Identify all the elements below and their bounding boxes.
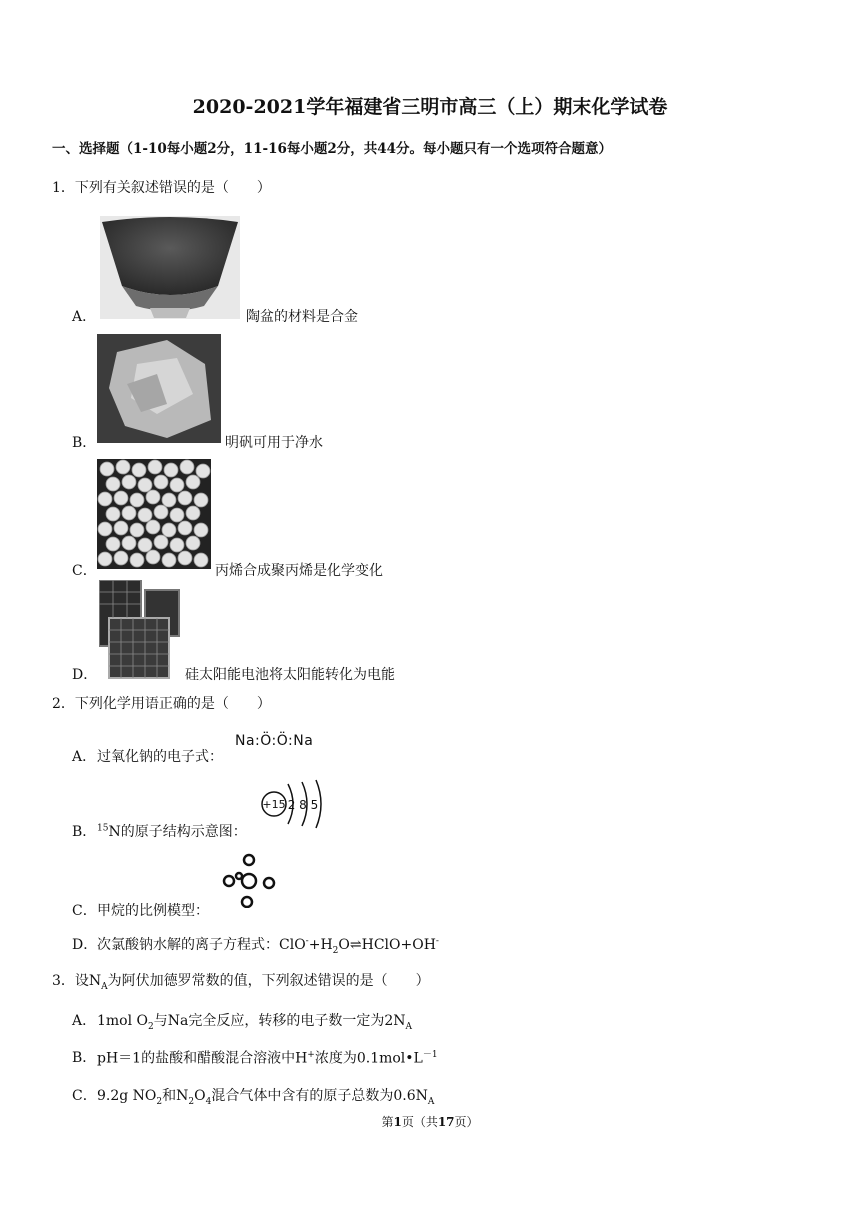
q2-option-b-body: N的原子结构示意图： [108, 824, 247, 840]
q1-option-c-text: 丙烯合成聚丙烯是化学变化 [215, 563, 383, 579]
q1-option-d-text: 硅太阳能电池将太阳能转化为电能 [185, 667, 395, 683]
exam-title: 2020-2021学年福建省三明市高三（上）期末化学试卷 [192, 96, 668, 118]
q1-option-a-label: A． [72, 309, 97, 325]
section-heading: 一、选择题（1-10每小题2分，11-16每小题2分，共44分。每小题只有一个选项符合题意） [52, 141, 613, 157]
q3-option-a-text: 1mol $O_2$与Na完全反应，转移的电子数一定为$2N_A$ [97, 1013, 413, 1032]
q1-option-a-text: 陶盆的材料是合金 [246, 309, 358, 325]
question-1-stem: 1．下列有关叙述错误的是（ ） [52, 180, 271, 196]
q3-option-b-text: pH＝1的盐酸和醋酸混合溶液中H+浓度为$0.1mol•L^{-1}$ [97, 1050, 438, 1067]
question-3-stem: 3．设$N_A$为阿伏加德罗常数的值，下列叙述错误的是（ ） [52, 973, 430, 992]
q3-option-a-label: A． [72, 1013, 97, 1029]
q2-option-b-text [97, 821, 247, 841]
total-pages: 17 [437, 1115, 455, 1129]
q1-option-c-label: C． [72, 563, 97, 579]
q2-option-b-label: B． [72, 824, 97, 840]
q2-option-c-text: 甲烷的比例模型： [97, 903, 209, 919]
q1-option-b-text: 明矾可用于净水 [225, 435, 323, 451]
q2-option-a-label: A． [72, 749, 97, 765]
polypropylene-pellets-image [97, 459, 211, 569]
q2-option-d-text: 次氯酸钠水解的离子方程式：$ClO^-+H_2O\rightleftharpoons HClO+OH^-$ [97, 936, 439, 956]
q3-option-b-label: B． [72, 1050, 97, 1066]
solar-panels-image [99, 580, 181, 680]
q2-option-a-text: 过氧化钠的电子式： [97, 749, 223, 765]
q2-option-c-label: C． [72, 903, 97, 919]
q3-option-c-text: 9.2g $NO_2$和$N_2O_4$混合气体中含有的原子总数为$0.6N_A$ [97, 1088, 435, 1107]
pottery-bowl-image [100, 216, 240, 319]
nitrogen-atom-structure-diagram [258, 778, 330, 832]
q1-option-d-label: D． [72, 667, 98, 683]
question-2-stem: 2．下列化学用语正确的是（ ） [52, 696, 271, 712]
nucleus-charge: +15 [262, 798, 286, 811]
q1-option-b-label: B． [72, 435, 97, 451]
alum-crystal-image [97, 334, 221, 443]
q3-option-c-label: C． [72, 1088, 97, 1104]
methane-ball-model [221, 852, 277, 908]
electron-shells: 2 8 5 [287, 798, 319, 812]
current-page-number: 1 [393, 1115, 402, 1129]
sodium-peroxide-electron-formula: Na:Ö:Ö:Na [235, 733, 314, 749]
isotope-mass-number: 15 [97, 823, 109, 834]
q2-option-d-label: D． [72, 937, 98, 953]
page-footer: 第1页（共17页） [381, 1115, 479, 1129]
